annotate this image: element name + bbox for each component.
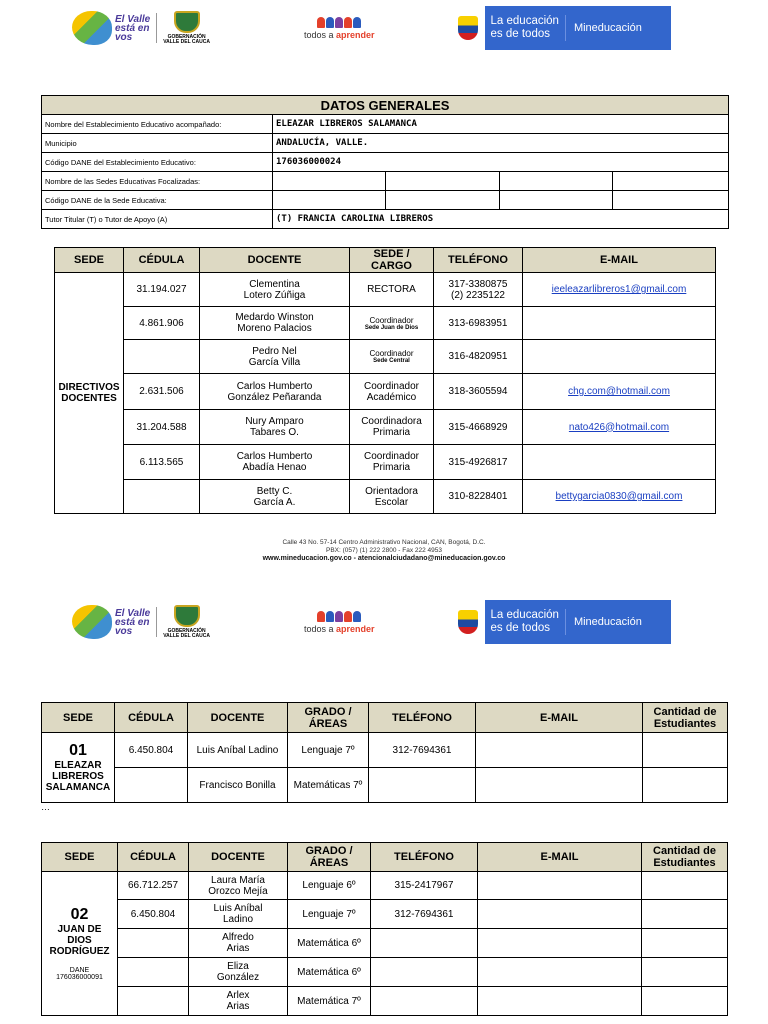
sede-01-table: SEDE CÉDULA DOCENTE GRADO / ÁREAS TELÉFONO E-MAIL Cantidad de Estudiantes 01 ELEAZAR LIBREROS SALAMANCA 6.450.804 Luis Aníbal Ladino Lenguaje 7º 312-7694361 Francisco Bonilla Matemáticas 7º [41,702,728,803]
email-link[interactable]: nato426@hotmail.com [568,421,670,433]
table-row: 2.631.506 Carlos Humberto González Peñaranda Coordinador Académico 318-3605594 chg.com@hotmail.com [55,374,716,410]
gobernacion-logo: GOBERNACIÓN VALLE DEL CAUCA [163,11,210,45]
people-icon [317,17,361,28]
email-link[interactable]: chg.com@hotmail.com [568,386,670,397]
valle-logo-icon [72,605,112,639]
table-row: Francisco Bonilla Matemáticas 7º [42,768,728,803]
sede-01-cell: 01 ELEAZAR LIBREROS SALAMANCA [42,733,115,803]
footer-links: www.mineducacion.gov.co - atencionalciudadano@mineducacion.gov.co [262,555,506,562]
page-footer: Calle 43 No. 57-14 Centro Administrativo Nacional, CAN, Bogotá, D.C. PBX: (057) (1) 222 2800 - Fax 222 4953 www.mineducacion.gov.co - atencionalciudadano@mineducacion.gov.co [262,539,506,562]
valle-logo: El Valle está en vos GOBERNACIÓN VALLE DEL CAUCA [72,605,210,639]
ellipsis-text: … [41,802,50,812]
table-row: 01 ELEAZAR LIBREROS SALAMANCA 6.450.804 Luis Aníbal Ladino Lenguaje 7º 312-7694361 [42,733,728,768]
table-row: Código DANE del Establecimiento Educativo: 176036000024 [42,153,729,172]
table-row: 31.204.588 Nury Amparo Tabares O. Coordinadora Primaria 315-4668929 nato426@hotmail.com [55,410,716,445]
table-row: Betty C. García A. Orientadora Escolar 310-8228401 bettygarcia0830@gmail.com [55,480,716,514]
email-link[interactable]: bettygarcia0830@gmail.com [555,491,683,502]
mineducacion-logo: La educación es de todos Mineducación [451,6,671,50]
todos-a-aprender-logo: todos a aprender [304,17,375,40]
mineducacion-logo: La educación es de todos Mineducación [451,600,671,644]
table-row: 6.450.804 Luis Aníbal Ladino Lenguaje 7º 312-7694361 [42,900,728,929]
colombia-shield-icon [451,6,485,50]
directivos-table: SEDE CÉDULA DOCENTE SEDE / CARGO TELÉFONO E-MAIL DIRECTIVOS DOCENTES 31.194.027 Clementina Lotero Zúñiga RECTORA 317-3380875 (2) 2235122 ieeleazarlibreros1@gmail.com 4.861.906 Medardo Winston Moreno Palacios Coordinador Sede Juan de Dios 313-6983951 Pedro Nel García Villa Coordinador Sede Central 316-4820951 2.631.506 Carlos Humberto González Peñaranda Coordinador Académico 318-3605594 chg.com@hotmail.com 31.204.588 Nury Amparo Tabares O. Coordinadora Primaria 315-4668929 nato426@hotmail.com 6.113.565 Carlos Humberto Abadía Henao Coordinador Primaria 315-4926817 Betty C. García A. Orientadora Escolar 310-8228401 bettygarcia0830@gmail.com [54,247,716,514]
sede-directivos: DIRECTIVOS DOCENTES [55,273,124,514]
colombia-shield-icon [451,600,485,644]
people-icon [317,611,361,622]
gobernacion-shield-icon [174,11,200,33]
table-row: 6.113.565 Carlos Humberto Abadía Henao Coordinador Primaria 315-4926817 [55,445,716,480]
sede-02-cell: 02 JUAN DE DIOS RODRÍGUEZ DANE 176036000091 [42,872,118,1016]
todos-a-aprender-logo: todos a aprender [304,611,375,634]
table-row: Pedro Nel García Villa Coordinador Sede Central 316-4820951 [55,340,716,374]
valle-logo [72,11,210,45]
valle-logo-icon [72,11,112,45]
valle-logo-text: El Valle está en vos [115,13,151,43]
datos-generales-title: DATOS GENERALES [42,96,729,115]
gobernacion-logo: GOBERNACIÓN VALLE DEL CAUCA [163,605,210,639]
table-row: DIRECTIVOS DOCENTES 31.194.027 Clementina Lotero Zúñiga RECTORA 317-3380875 (2) 2235122 ieeleazarlibreros1@gmail.com [55,273,716,307]
datos-generales-table [41,95,729,229]
header-logos-second [72,600,692,644]
table-row: Municipio ANDALUCÍA, VALLE. [42,134,729,153]
table-row: Alfredo Arias Matemática 6º [42,929,728,958]
table-row: Nombre del Establecimiento Educativo acompañado: ELEAZAR LIBREROS SALAMANCA [42,115,729,134]
table-row: 02 JUAN DE DIOS RODRÍGUEZ DANE 176036000091 66.712.257 Laura María Orozco Mejía Lenguaje 6º 315-2417967 [42,872,728,900]
table-row: Código DANE de la Sede Educativa: [42,191,729,210]
header-logos-top [72,6,692,50]
table-row: Arlex Arias Matemática 7º [42,987,728,1016]
gobernacion-shield-icon [174,605,200,627]
table-row: 4.861.906 Medardo Winston Moreno Palacios Coordinador Sede Juan de Dios 313-6983951 [55,307,716,340]
sede-02-table: SEDE CÉDULA DOCENTE GRADO / ÁREAS TELÉFONO E-MAIL Cantidad de Estudiantes 02 JUAN DE DIOS RODRÍGUEZ DANE 176036000091 66.712.257 Laura María Orozco Mejía Lenguaje 6º 315-2417967 6.450.804 Luis Aníbal Ladino Lenguaje 7º 312-7694361 Alfredo Arias Matemática 6º Eliza González Matemática 6º Arlex Arias Matemática 7º [41,842,728,1016]
table-row: Nombre de las Sedes Educativas Focalizadas: [42,172,729,191]
table-row: Eliza González Matemática 6º [42,958,728,987]
email-link[interactable]: ieeleazarlibreros1@gmail.com [551,284,687,295]
table-row: Tutor Titular (T) o Tutor de Apoyo (A) (T) FRANCIA CAROLINA LIBREROS [42,210,729,229]
